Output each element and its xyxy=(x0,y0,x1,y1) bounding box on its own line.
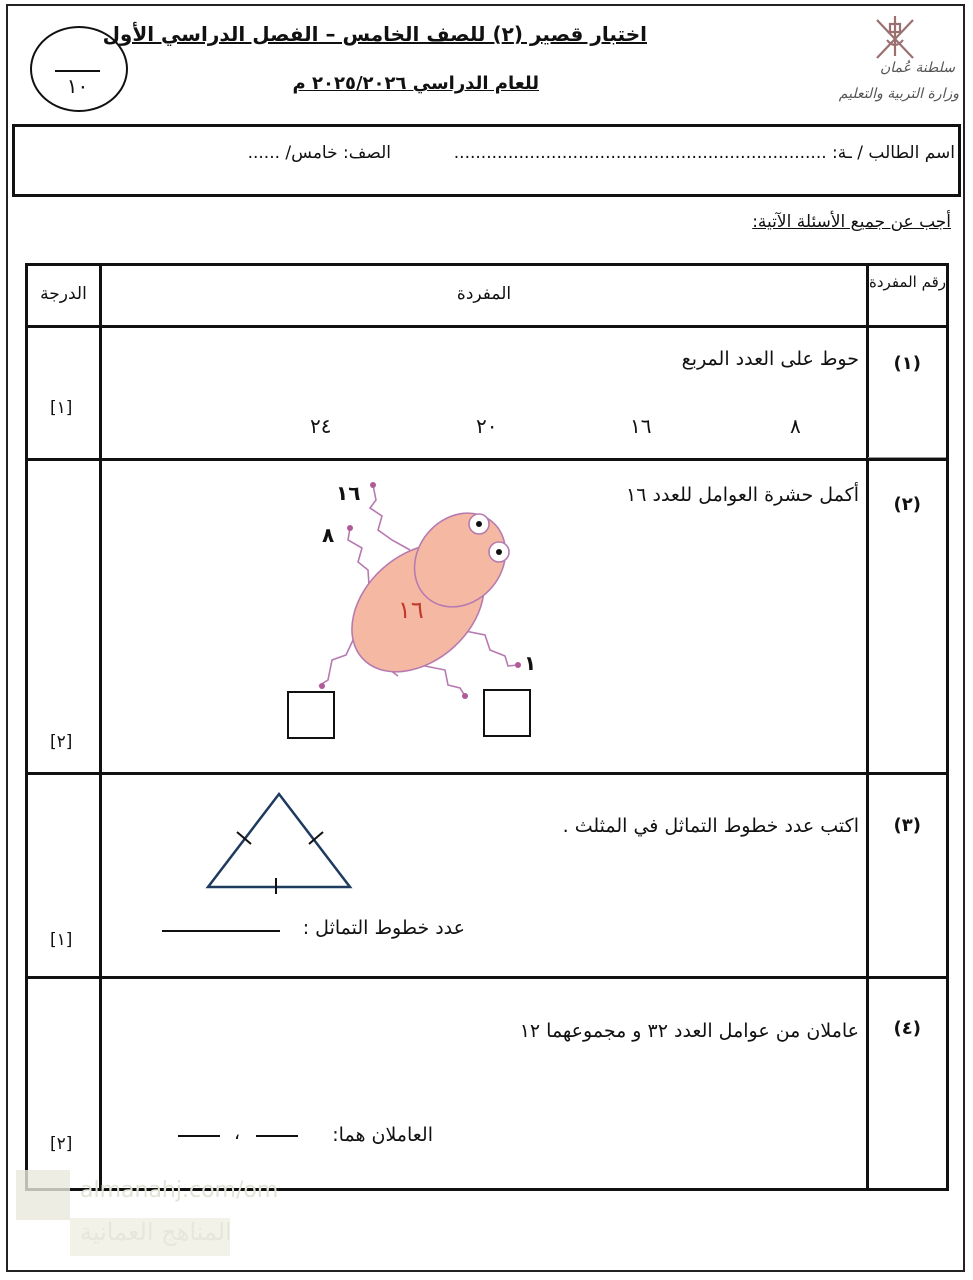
triangle-shape xyxy=(208,794,350,887)
bug-leg xyxy=(420,665,465,696)
question-number: (٤) xyxy=(893,1018,921,1039)
table-left-border xyxy=(25,263,28,1191)
bug-leg xyxy=(370,485,410,550)
question-grade: [١] xyxy=(50,398,73,418)
table-header-border xyxy=(25,325,949,328)
answer-label: العاملان هما: xyxy=(332,1124,433,1146)
header-grade: الدرجة xyxy=(40,284,87,304)
logo-text-oman: سلطنة عُمان xyxy=(879,60,955,76)
watermark-text: المناهج العمانية xyxy=(80,1218,232,1246)
student-name-field[interactable]: اسم الطالب / ـة: ..................................................................... xyxy=(453,143,955,163)
question-text: اكتب عدد خطوط التماثل في المثلث . xyxy=(562,815,859,837)
watermark-text: almanahj.com/om xyxy=(80,1178,279,1203)
watermark-block xyxy=(16,1170,70,1220)
question-number: (٢) xyxy=(893,494,921,515)
question-number: (١) xyxy=(893,353,921,374)
question-text: حوط على العدد المربع xyxy=(681,348,859,370)
answer-label: عدد خطوط التماثل : xyxy=(302,917,465,939)
page-title: اختبار قصير (٢) للصف الخامس – الفصل الدراسي الأول xyxy=(102,22,647,46)
question-grade: [٢] xyxy=(50,732,73,752)
choice[interactable]: ١٦ xyxy=(630,414,652,438)
question-text: عاملان من عوامل العدد ٣٢ و مجموعهما ١٢ xyxy=(519,1020,859,1042)
bug-leg xyxy=(460,630,518,666)
row-divider xyxy=(25,458,949,461)
column-divider xyxy=(99,263,102,1191)
bug-leg-label: ١ xyxy=(524,651,537,675)
choice[interactable]: ٢٤ xyxy=(310,414,332,438)
row-divider xyxy=(25,772,949,775)
table-right-border xyxy=(946,263,949,1191)
bug-leg-tip xyxy=(347,525,353,531)
score-circle xyxy=(30,26,128,112)
bug-leg-tip xyxy=(370,482,376,488)
question-text: أكمل حشرة العوامل للعدد ١٦ xyxy=(626,484,859,506)
bug-body-label: ١٦ xyxy=(398,596,424,624)
column-divider xyxy=(866,263,869,1191)
question-number: (٣) xyxy=(893,815,921,836)
bug-leg-tip xyxy=(319,683,325,689)
answer-line[interactable] xyxy=(256,1135,298,1137)
answer-line[interactable] xyxy=(162,930,280,932)
factor-bug-diagram xyxy=(270,470,560,750)
row-divider xyxy=(25,976,949,979)
bug-leg-tip xyxy=(515,662,521,668)
choice[interactable]: ٢٠ xyxy=(476,414,498,438)
bug-leg-label: ١٦ xyxy=(336,481,361,505)
question-grade: [١] xyxy=(50,930,73,950)
choice[interactable]: ٨ xyxy=(790,414,801,438)
separator: ، xyxy=(234,1122,241,1144)
student-class-field[interactable]: الصف: خامس/ ...... xyxy=(247,143,391,163)
instructions: أجب عن جميع الأسئلة الآتية: xyxy=(752,212,951,232)
question-grade: [٢] xyxy=(50,1134,73,1154)
header-item-number: رقم المفردة xyxy=(869,273,946,291)
header-item: المفردة xyxy=(456,284,512,304)
score-total: ١٠ xyxy=(66,74,89,98)
triangle-diagram xyxy=(200,790,360,895)
answer-box[interactable] xyxy=(288,692,334,738)
academic-year: للعام الدراسي ٢٠٢٥/٢٠٢٦ م xyxy=(292,73,539,94)
bug-leg-label: ٨ xyxy=(322,523,335,547)
logo-text-ministry: وزارة التربية والتعليم xyxy=(838,86,959,102)
cell-divider xyxy=(868,457,946,458)
answer-box[interactable] xyxy=(484,690,530,736)
answer-line[interactable] xyxy=(178,1135,220,1137)
score-fraction-line xyxy=(55,70,100,72)
table-top-border xyxy=(25,263,949,266)
bug-leg-tip xyxy=(462,693,468,699)
